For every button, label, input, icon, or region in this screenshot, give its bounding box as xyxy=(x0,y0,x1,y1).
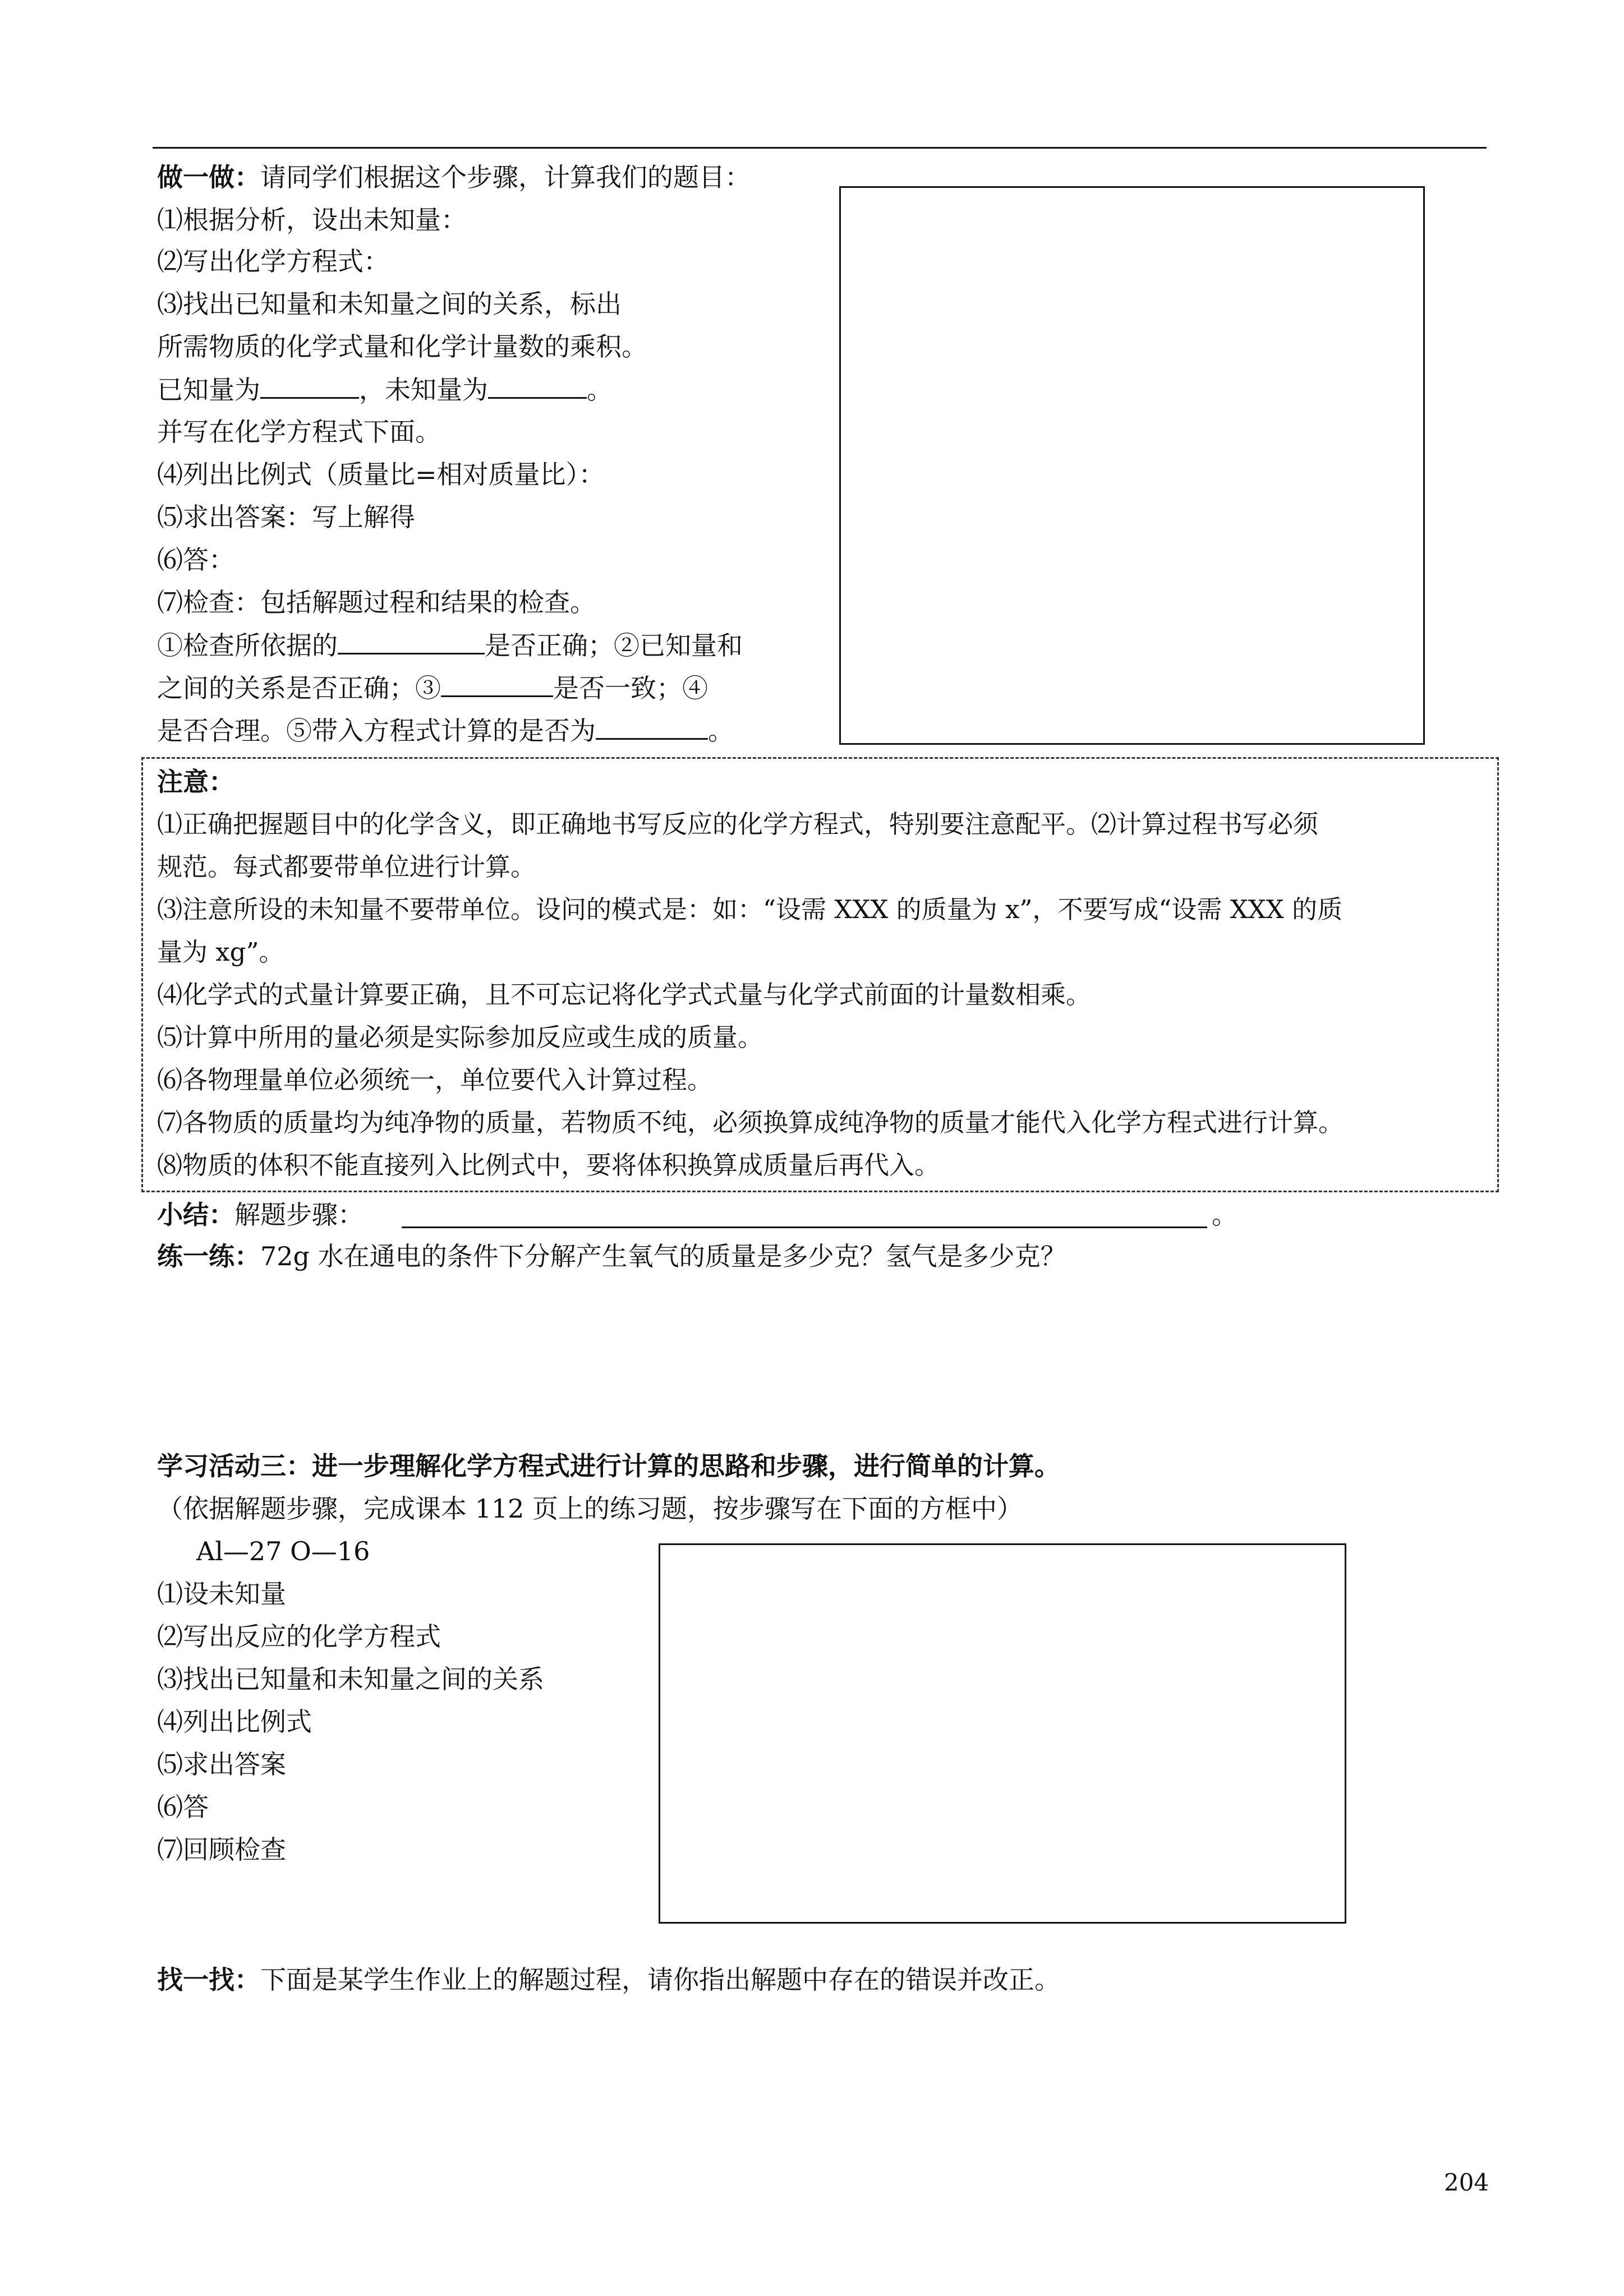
check1-text-b: 是否正确；②已知量和 xyxy=(485,630,743,661)
activity3-step-7: ⑺回顾检查 xyxy=(157,1834,286,1865)
doit-step-1: ⑴根据分析，设出未知量： xyxy=(157,205,467,235)
known-end: 。 xyxy=(587,375,613,405)
doit-answer-box[interactable] xyxy=(839,186,1425,745)
doit-step-2: ⑵写出化学方程式： xyxy=(157,246,389,276)
activity3-step-5: ⑸求出答案 xyxy=(157,1749,286,1779)
check3-text-b: 。 xyxy=(708,716,734,746)
activity3-subtitle: （依据解题步骤，完成课本 112 页上的练习题，按步骤写在下面的方框中） xyxy=(157,1493,1023,1524)
activity3-step-2: ⑵写出反应的化学方程式 xyxy=(157,1621,441,1652)
activity3-step-3: ⑶找出已知量和未知量之间的关系 xyxy=(157,1664,544,1694)
note-line-3: ⑶注意所设的未知量不要带单位。设问的模式是：如：“设需 XXX 的质量为 x”，不要写成“设需 XXX 的质 xyxy=(157,895,1343,924)
check3-blank[interactable] xyxy=(596,713,708,740)
findit-text: 下面是某学生作业上的解题过程，请你指出解题中存在的错误并改正。 xyxy=(260,1965,1060,1995)
activity3-step-6: ⑹答 xyxy=(157,1792,209,1822)
note-line-6: ⑸计算中所用的量必须是实际参加反应或生成的质量。 xyxy=(157,1022,763,1052)
activity3-title: 学习活动三：进一步理解化学方程式进行计算的思路和步骤，进行简单的计算。 xyxy=(157,1451,1060,1481)
check1-blank[interactable] xyxy=(338,628,485,654)
summary-text: 解题步骤： xyxy=(234,1200,364,1230)
doit-step-3: ⑶找出已知量和未知量之间的关系，标出 xyxy=(157,289,622,319)
note-line-9: ⑻物质的体积不能直接列入比例式中，要将体积换算成质量后再代入。 xyxy=(157,1150,940,1180)
check3-text-a: 是否合理。⑤带入方程式计算的是否为 xyxy=(157,716,596,746)
known-label: 已知量为 xyxy=(157,375,260,405)
doit-check-line-1 xyxy=(157,628,743,662)
check2-text-a: 之间的关系是否正确；③ xyxy=(157,673,441,703)
note-line-1: ⑴正确把握题目中的化学含义，即正确地书写反应的化学方程式，特别要注意配平。⑵计算过程书写必须 xyxy=(157,809,1319,839)
activity3-step-4: ⑷列出比例式 xyxy=(157,1707,312,1737)
notes-title: 注意： xyxy=(157,767,234,797)
summary-end: 。 xyxy=(1212,1200,1237,1230)
unknown-blank[interactable] xyxy=(488,372,587,399)
doit-label: 做一做： xyxy=(157,162,260,192)
header-rule xyxy=(153,147,1487,149)
summary-label: 小结： xyxy=(157,1200,234,1230)
summary-line xyxy=(157,1198,364,1232)
practice-text: 72g 水在通电的条件下分解产生氧气的质量是多少克？氢气是多少克？ xyxy=(260,1241,1066,1271)
findit-label: 找一找： xyxy=(157,1965,260,1995)
activity3-answer-box[interactable] xyxy=(659,1543,1346,1924)
check2-text-b: 是否一致；④ xyxy=(553,673,708,703)
doit-step-7: ⑺检查：包括解题过程和结果的检查。 xyxy=(157,587,596,617)
doit-step-3-cont: 所需物质的化学式量和化学计量数的乘积。 xyxy=(157,331,647,362)
practice-line xyxy=(157,1239,1066,1273)
note-line-5: ⑷化学式的式量计算要正确，且不可忘记将化学式式量与化学式前面的计量数相乘。 xyxy=(157,980,1092,1009)
doit-intro: 请同学们根据这个步骤，计算我们的题目： xyxy=(260,162,751,192)
findit-line xyxy=(157,1963,1060,1997)
page-number: 204 xyxy=(1444,2169,1489,2196)
doit-step-4: ⑷列出比例式（质量比=相对质量比）： xyxy=(157,459,605,490)
note-line-2: 规范。每式都要带单位进行计算。 xyxy=(157,852,536,882)
note-line-4: 量为 xg”。 xyxy=(157,937,284,967)
note-line-7: ⑹各物理量单位必须统一，单位要代入计算过程。 xyxy=(157,1065,713,1095)
note-line-8: ⑺各物质的质量均为纯净物的质量，若物质不纯，必须换算成纯净物的质量才能代入化学方程式进行计算。 xyxy=(157,1108,1344,1137)
atomic-masses: Al—27 O—16 xyxy=(196,1536,370,1566)
doit-heading xyxy=(157,160,751,194)
check2-blank[interactable] xyxy=(441,671,553,697)
doit-check-line-3 xyxy=(157,713,734,748)
practice-label: 练一练： xyxy=(157,1241,260,1271)
doit-write-below: 并写在化学方程式下面。 xyxy=(157,417,441,447)
unknown-label: ，未知量为 xyxy=(359,375,488,405)
doit-step-6: ⑹答： xyxy=(157,545,234,575)
summary-blank[interactable] xyxy=(402,1227,1207,1228)
doit-check-line-2 xyxy=(157,671,708,705)
known-blank[interactable] xyxy=(260,372,359,399)
check1-text-a: ①检查所依据的 xyxy=(157,630,338,661)
activity3-step-1: ⑴设未知量 xyxy=(157,1579,286,1609)
doit-known-line xyxy=(157,372,613,407)
doit-step-5: ⑸求出答案：写上解得 xyxy=(157,502,415,532)
